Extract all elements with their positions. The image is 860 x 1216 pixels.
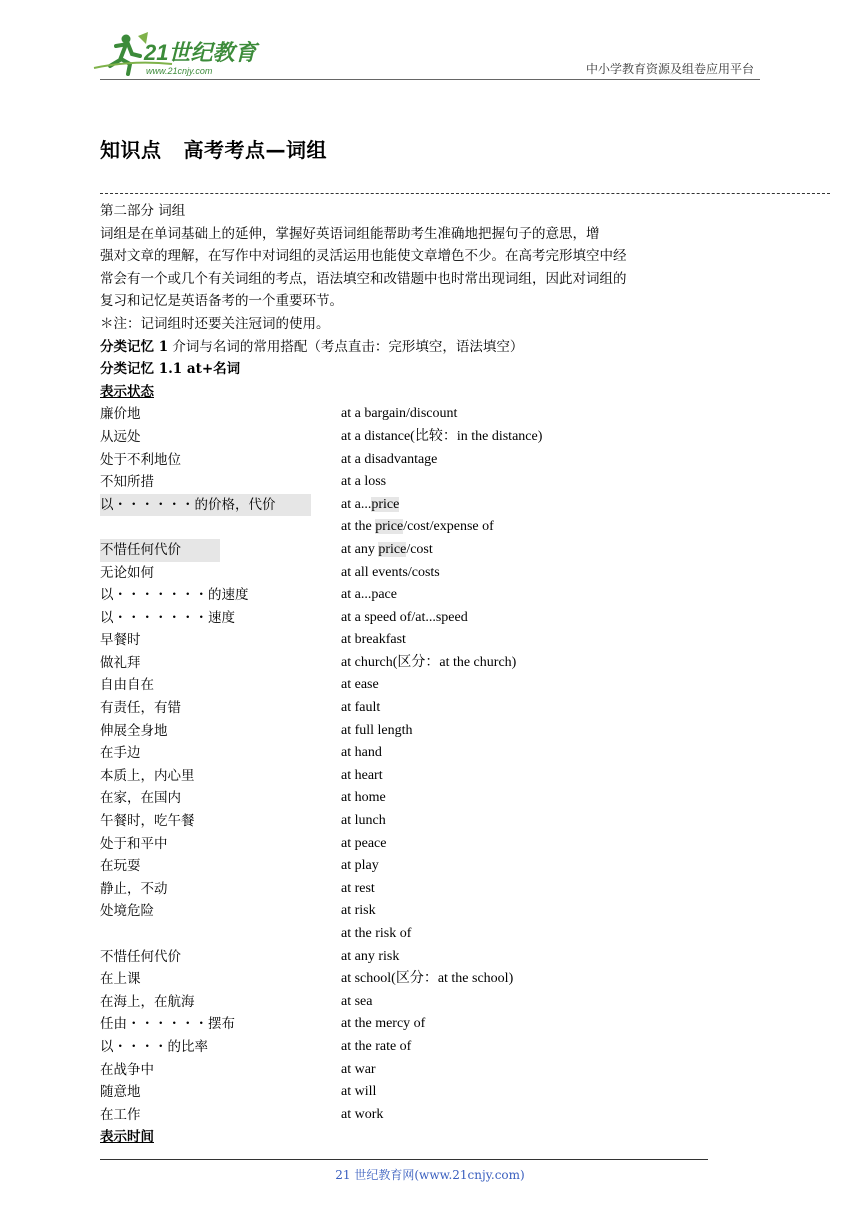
phrase-row: 以・・・・的比率 at the rate of [100,1038,412,1055]
phrase-row: 在工作 at work [100,1106,384,1123]
time-heading: 表示时间 [100,1129,154,1146]
phrase-row: 不惜任何代价 at any risk [100,948,400,965]
phrase-row: 处于不利地位 at a disadvantage [100,451,438,468]
phrase-row: 不知所措 at a loss [100,474,387,491]
phrase-row: 午餐时，吃午餐 at lunch [100,813,386,830]
phrase-row: 做礼拜 at church(区分：at the church) [100,654,517,671]
platform-tagline: 中小学教育资源及组卷应用平台 [585,62,754,76]
svg-text:21世纪教育: 21世纪教育 [144,40,257,65]
phrase-row: 无论如何 at all events/costs [100,564,440,581]
intro-paragraph-line: 复习和记忆是英语备考的一个重要环节。 [100,293,343,310]
dashed-divider [100,193,830,194]
intro-paragraph-line: 强对文章的理解，在写作中对词组的灵活运用也能使文章增色不少。在高考完形填空中经 [100,248,627,265]
category11-heading: 分类记忆 1.1 at+名词 [100,361,241,378]
title-part2: 高考考点—词组 [183,138,327,162]
phrase-row: 本质上，内心里 at heart [100,767,383,784]
category1-heading: 分类记忆 1 介词与名词的常用搭配（考点直击：完形填空，语法填空） [100,338,524,355]
phrase-row: 廉价地 at a bargain/discount [100,406,458,423]
title-part1: 知识点 [100,138,162,162]
phrase-row: 自由自在 at ease [100,677,379,694]
phrase-row: 在上课 at school(区分：at the school) [100,971,514,988]
phrase-row: at the risk of [341,926,412,941]
phrase-row: 早餐时 at breakfast [100,632,406,649]
phrase-row: 以・・・・・・・速度 at a speed of/at...speed [100,609,468,626]
note-line: ＊注：记词组时还要关注冠词的使用。 [100,315,330,332]
phrase-row: 以・・・・・・・的速度 at a...pace [100,587,397,604]
phrase-row: 在玩耍 at play [100,858,379,875]
phrase-row: 不惜任何代价 at any price/cost [100,539,740,562]
page-title [100,134,327,163]
phrase-row: 随意地 at will [100,1084,377,1101]
header-divider [100,79,760,80]
intro-paragraph-line: 常会有一个或几个有关词组的考点，语法填空和改错题中也时常出现词组，因此对词组的 [100,270,627,287]
page-header [0,0,860,90]
phrase-row: 从远处 at a distance(比较：in the distance) [100,428,543,445]
svg-text:www.21cnjy.com: www.21cnjy.com [146,66,213,76]
document-body [100,200,740,1149]
intro-paragraph-line: 词组是在单词基础上的延伸，掌握好英语词组能帮助考生准确地把握句子的意思，增 [100,225,600,242]
phrase-row: 在手边 at hand [100,745,382,762]
phrase-row: 静止，不动 at rest [100,880,375,897]
phrase-row: 处于和平中 at peace [100,835,387,852]
section-heading: 第二部分 词组 [100,203,186,219]
phrase-row: 在战争中 at war [100,1061,376,1078]
phrase-row: 有责任，有错 at fault [100,700,381,717]
phrase-row: at the price/cost/expense of [341,519,494,535]
phrase-row: 处境危险 at risk [100,903,376,920]
phrase-row: 在家，在国内 at home [100,790,386,807]
logo-21cnjy [92,30,262,80]
phrase-row: 伸展全身地 at full length [100,722,413,739]
footer-link[interactable]: 21 世纪教育网(www.21cnjy.com) [335,1168,525,1182]
state-heading: 表示状态 [100,383,154,400]
phrase-row: 以・・・・・・的价格，代价 at a...price [100,494,740,517]
phrase-row: 任由・・・・・・摆布 at the mercy of [100,1016,426,1033]
footer-divider [100,1159,708,1160]
phrase-row: 在海上，在航海 at sea [100,993,373,1010]
